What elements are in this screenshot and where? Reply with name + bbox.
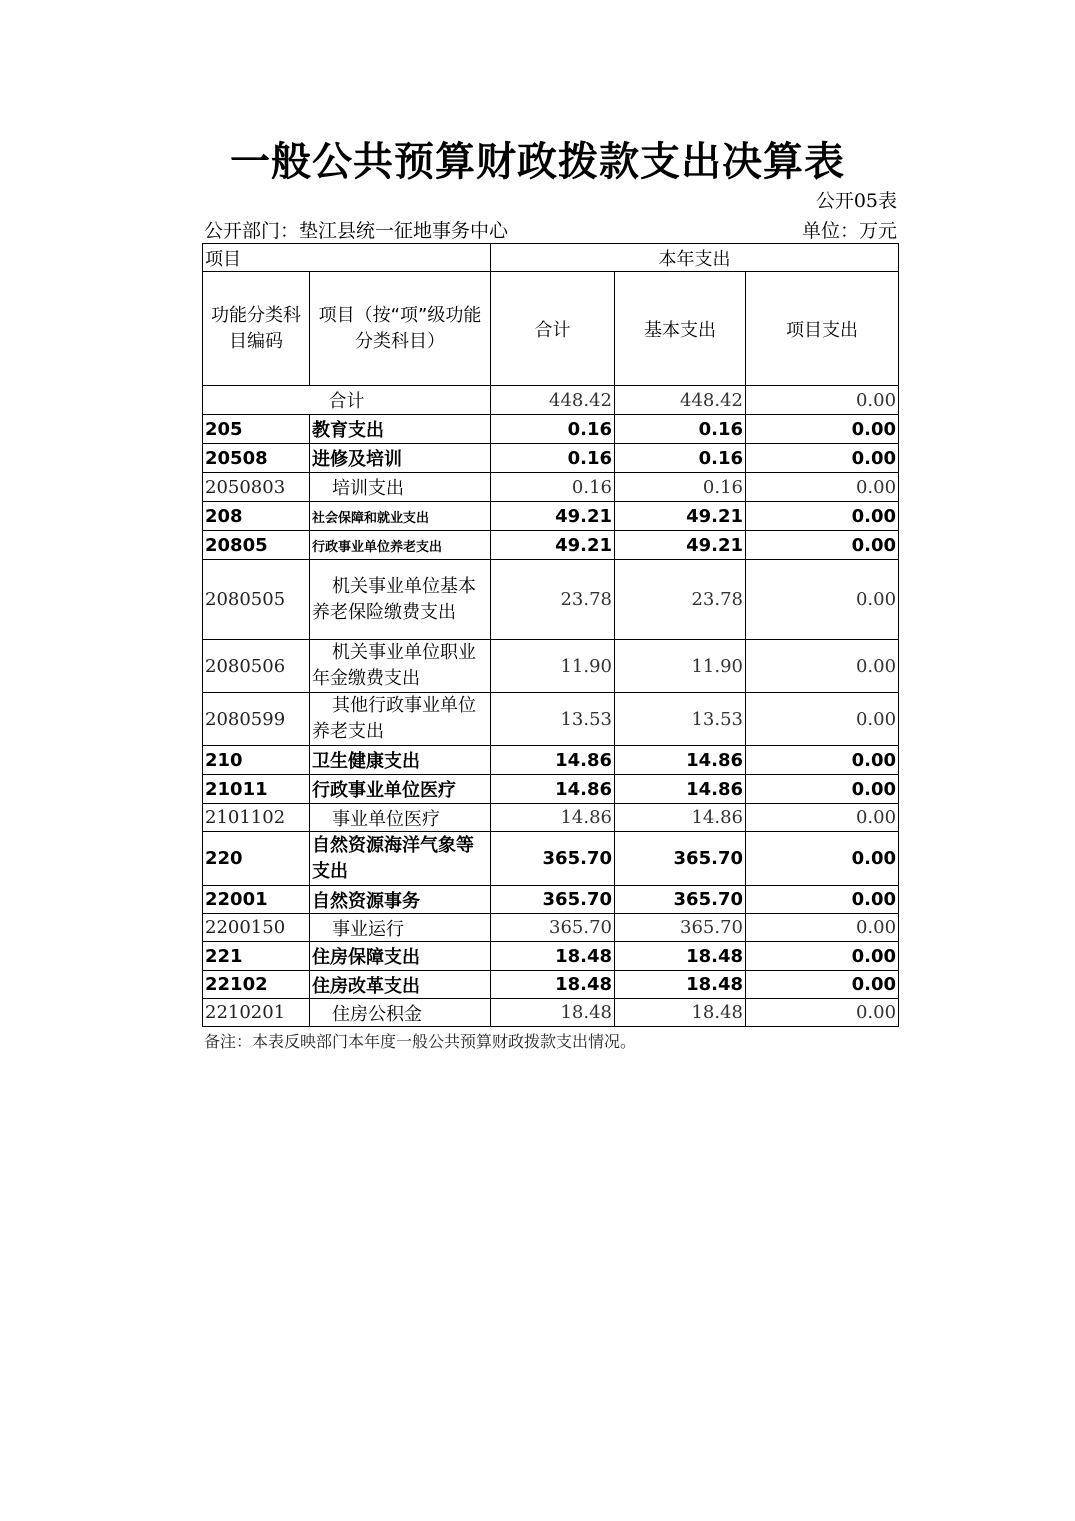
row-basic: 49.21: [615, 531, 746, 560]
row-total: 13.53: [491, 693, 615, 746]
row-name: 自然资源海洋气象等支出: [310, 832, 491, 886]
row-name: 事业单位医疗: [310, 804, 491, 832]
header-total: 合计: [491, 272, 615, 386]
row-total: 23.78: [491, 560, 615, 640]
row-total: 14.86: [491, 746, 615, 775]
table-row: [203, 746, 899, 775]
row-total: 18.48: [491, 971, 615, 999]
row-name: 其他行政事业单位养老支出: [310, 693, 491, 746]
page-title: 一般公共预算财政拨款支出决算表: [230, 139, 845, 185]
row-code: 205: [203, 415, 310, 444]
header-row-2: [203, 272, 899, 386]
row-total: 0.16: [491, 444, 615, 473]
row-total: 365.70: [491, 832, 615, 886]
row-basic: 365.70: [615, 832, 746, 886]
row-name: 社会保障和就业支出: [310, 502, 491, 531]
row-total: 14.86: [491, 804, 615, 832]
table-row: [203, 560, 899, 640]
form-number: 公开05表: [815, 190, 897, 212]
row-total: 0.16: [491, 473, 615, 502]
row-project: 0.00: [746, 502, 899, 531]
header-current-year: 本年支出: [491, 244, 899, 272]
header-code-col: 功能分类科目编码: [203, 272, 310, 386]
row-name: 住房公积金: [310, 999, 491, 1027]
row-name: 事业运行: [310, 914, 491, 942]
row-project: 0.00: [746, 415, 899, 444]
table-row: [203, 502, 899, 531]
table-row: [203, 804, 899, 832]
table-row: [203, 832, 899, 886]
row-name: 行政事业单位医疗: [310, 775, 491, 804]
header-basic: 基本支出: [615, 272, 746, 386]
row-total: 365.70: [491, 886, 615, 914]
row-basic: 18.48: [615, 971, 746, 999]
row-code: 208: [203, 502, 310, 531]
row-project: 0.00: [746, 804, 899, 832]
row-name: 住房保障支出: [310, 942, 491, 971]
row-name: 进修及培训: [310, 444, 491, 473]
row-basic: 365.70: [615, 886, 746, 914]
total-label: 合计: [203, 386, 491, 415]
row-basic: 14.86: [615, 775, 746, 804]
table-row: [203, 640, 899, 693]
header-project: 项目: [203, 244, 491, 272]
total-total: 448.42: [491, 386, 615, 415]
row-code: 2101102: [203, 804, 310, 832]
row-basic: 14.86: [615, 746, 746, 775]
unit-label: 单位：万元: [801, 220, 897, 242]
row-basic: 365.70: [615, 914, 746, 942]
header-name-col: 项目（按“项”级功能分类科目）: [310, 272, 491, 386]
row-name: 卫生健康支出: [310, 746, 491, 775]
row-name: 自然资源事务: [310, 886, 491, 914]
row-code: 20508: [203, 444, 310, 473]
row-basic: 0.16: [615, 473, 746, 502]
row-total: 49.21: [491, 531, 615, 560]
row-project: 0.00: [746, 531, 899, 560]
row-code: 2080506: [203, 640, 310, 693]
expenditure-table: [202, 243, 899, 1027]
row-code: 2080599: [203, 693, 310, 746]
row-total: 18.48: [491, 999, 615, 1027]
row-name: 机关事业单位基本养老保险缴费支出: [310, 560, 491, 640]
row-project: 0.00: [746, 832, 899, 886]
total-basic: 448.42: [615, 386, 746, 415]
row-basic: 0.16: [615, 444, 746, 473]
total-project: 0.00: [746, 386, 899, 415]
row-project: 0.00: [746, 775, 899, 804]
row-project: 0.00: [746, 999, 899, 1027]
row-code: 210: [203, 746, 310, 775]
row-basic: 18.48: [615, 999, 746, 1027]
table-note: 备注：本表反映部门本年度一般公共预算财政拨款支出情况。: [204, 1032, 637, 1051]
row-total: 365.70: [491, 914, 615, 942]
row-code: 22001: [203, 886, 310, 914]
row-project: 0.00: [746, 444, 899, 473]
table-row: [203, 531, 899, 560]
row-total: 14.86: [491, 775, 615, 804]
row-name: 住房改革支出: [310, 971, 491, 999]
table-row: [203, 886, 899, 914]
row-project: 0.00: [746, 914, 899, 942]
row-name: 培训支出: [310, 473, 491, 502]
table-row: [203, 999, 899, 1027]
total-row: [203, 386, 899, 415]
row-total: 49.21: [491, 502, 615, 531]
row-total: 0.16: [491, 415, 615, 444]
table-row: [203, 693, 899, 746]
table-row: [203, 914, 899, 942]
row-basic: 0.16: [615, 415, 746, 444]
row-total: 11.90: [491, 640, 615, 693]
table-row: [203, 415, 899, 444]
table-row: [203, 942, 899, 971]
row-basic: 49.21: [615, 502, 746, 531]
department-label: 公开部门：垫江县统一征地事务中心: [204, 220, 509, 242]
row-code: 20805: [203, 531, 310, 560]
row-project: 0.00: [746, 886, 899, 914]
header-project-exp: 项目支出: [746, 272, 899, 386]
row-code: 2050803: [203, 473, 310, 502]
row-basic: 18.48: [615, 942, 746, 971]
row-project: 0.00: [746, 746, 899, 775]
row-basic: 13.53: [615, 693, 746, 746]
row-code: 2080505: [203, 560, 310, 640]
row-project: 0.00: [746, 693, 899, 746]
row-project: 0.00: [746, 560, 899, 640]
row-total: 18.48: [491, 942, 615, 971]
row-project: 0.00: [746, 640, 899, 693]
row-name: 机关事业单位职业年金缴费支出: [310, 640, 491, 693]
row-code: 22102: [203, 971, 310, 999]
row-code: 2210201: [203, 999, 310, 1027]
table-row: [203, 775, 899, 804]
row-basic: 23.78: [615, 560, 746, 640]
row-project: 0.00: [746, 942, 899, 971]
row-name: 教育支出: [310, 415, 491, 444]
header-row-1: [203, 244, 899, 272]
table-row: [203, 971, 899, 999]
row-basic: 11.90: [615, 640, 746, 693]
row-code: 220: [203, 832, 310, 886]
table-row: [203, 444, 899, 473]
row-code: 221: [203, 942, 310, 971]
row-project: 0.00: [746, 473, 899, 502]
row-name: 行政事业单位养老支出: [310, 531, 491, 560]
row-basic: 14.86: [615, 804, 746, 832]
row-project: 0.00: [746, 971, 899, 999]
table-row: [203, 473, 899, 502]
row-code: 2200150: [203, 914, 310, 942]
row-code: 21011: [203, 775, 310, 804]
